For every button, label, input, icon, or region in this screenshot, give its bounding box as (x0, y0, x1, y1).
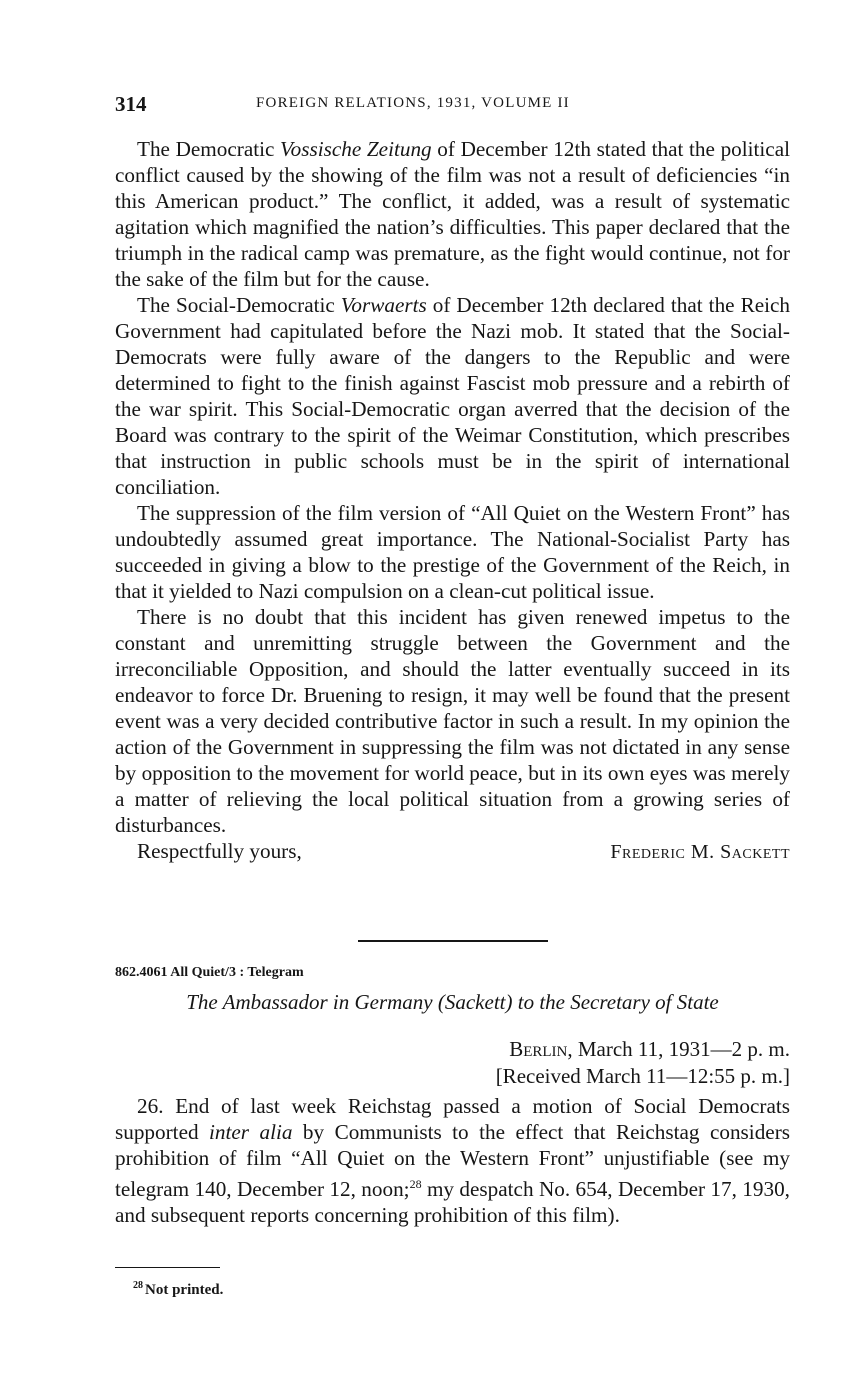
paragraph-vossische-zeitung (115, 136, 790, 292)
telegram-paragraph (115, 1093, 790, 1228)
footnote-rule (115, 1267, 220, 1268)
newspaper-title: Vossische Zeitung (280, 137, 432, 161)
footnote-marker: 28 (133, 1280, 143, 1291)
dateline (496, 1036, 790, 1090)
paragraph-text: The Democratic (137, 137, 281, 161)
closing: Respectfully yours, (137, 839, 302, 863)
paragraph-text: 26. End of last week Reichstag passed a motion of Social Democrats supported (115, 1094, 790, 1144)
telegram-body (115, 1093, 790, 1228)
paragraph-vorwaerts (115, 292, 790, 500)
paragraph-incident: There is no doubt that this incident has given renewed impetus to the constant and unremitting struggle between the Government and the irreconciliable Opposition, and should the latter eventually succeed in its endeavor to force Dr. Bruening to resign, it may well be found that the present event was a very decided contributive factor in such a result. In my opinion the action of the Government in suppressing the film was not dictated in any sense by opposition to the movement for world peace, but in its own eyes was merely a matter of relieving the local political situation from a growing series of disturbances. (115, 605, 790, 837)
paragraph-suppression: The suppression of the film version of “All Quiet on the Western Front” has undoubtedly assumed great importance. The National-Socialist Party has succeeded in giving a blow to the prestige of the Government of the Reich, in that it yielded to Nazi compulsion on a clean-cut political issue. (115, 501, 790, 603)
signature-block (115, 838, 790, 866)
page-number: 314 (115, 92, 147, 116)
sent-line (496, 1036, 790, 1063)
sent-date: , March 11, 1931—2 p. m. (567, 1037, 790, 1061)
paragraph-text: The Social-Democratic (137, 293, 341, 317)
running-head: FOREIGN RELATIONS, 1931, VOLUME II (256, 95, 570, 111)
received-line: [Received March 11—12:55 p. m.] (495, 1064, 790, 1088)
paragraph-text: my despatch No. 654, December 17, 1930, and subsequent reports concerning prohibition of this film). (115, 1177, 790, 1227)
latin-phrase: inter alia (209, 1120, 293, 1144)
place: Berlin (509, 1037, 568, 1061)
page-header (115, 92, 790, 118)
footnote (133, 1280, 223, 1299)
footnote-reference: 28 (409, 1177, 422, 1191)
newspaper-title: Vorwaerts (340, 293, 427, 317)
footnote-text: Not printed. (145, 1282, 224, 1298)
paragraph-text: by Communists to the effect that Reichstag considers prohibition of film “All Quiet on the Western Front” unjustifiable (see my telegram 140, December 12, noon; (115, 1120, 790, 1201)
document-title: The Ambassador in Germany (Sackett) to the Secretary of State (186, 990, 719, 1014)
signer-name: Frederic M. Sackett (610, 841, 790, 863)
paragraph-text: of December 12th stated that the political conflict caused by the showing of the film was not a result of deficiencies “in this American product.” The conflict, it added, was a result of systematic agitation which magnified the nation’s difficulties. This paper declared that the triumph in the radical camp was premature, as the fight would continue, not for the sake of the film but for the cause. (115, 137, 790, 291)
paragraph-text: of December 12th declared that the Reich Government had capitulated before the Nazi mob. It stated that the Social-Democrats were fully aware of the dangers to the Republic and were determined to fight to the finish against Fascist mob pressure and a rebirth of the war spirit. This Social-Democratic organ averred that the decision of the Board was contrary to the spirit of the Weimar Constitution, which prescribes that instruction in public schools must be in the spirit of international conciliation. (115, 293, 790, 499)
file-number: 862.4061 All Quiet/3 : Telegram (115, 965, 304, 980)
section-divider (358, 940, 548, 942)
letter-body (115, 136, 790, 866)
